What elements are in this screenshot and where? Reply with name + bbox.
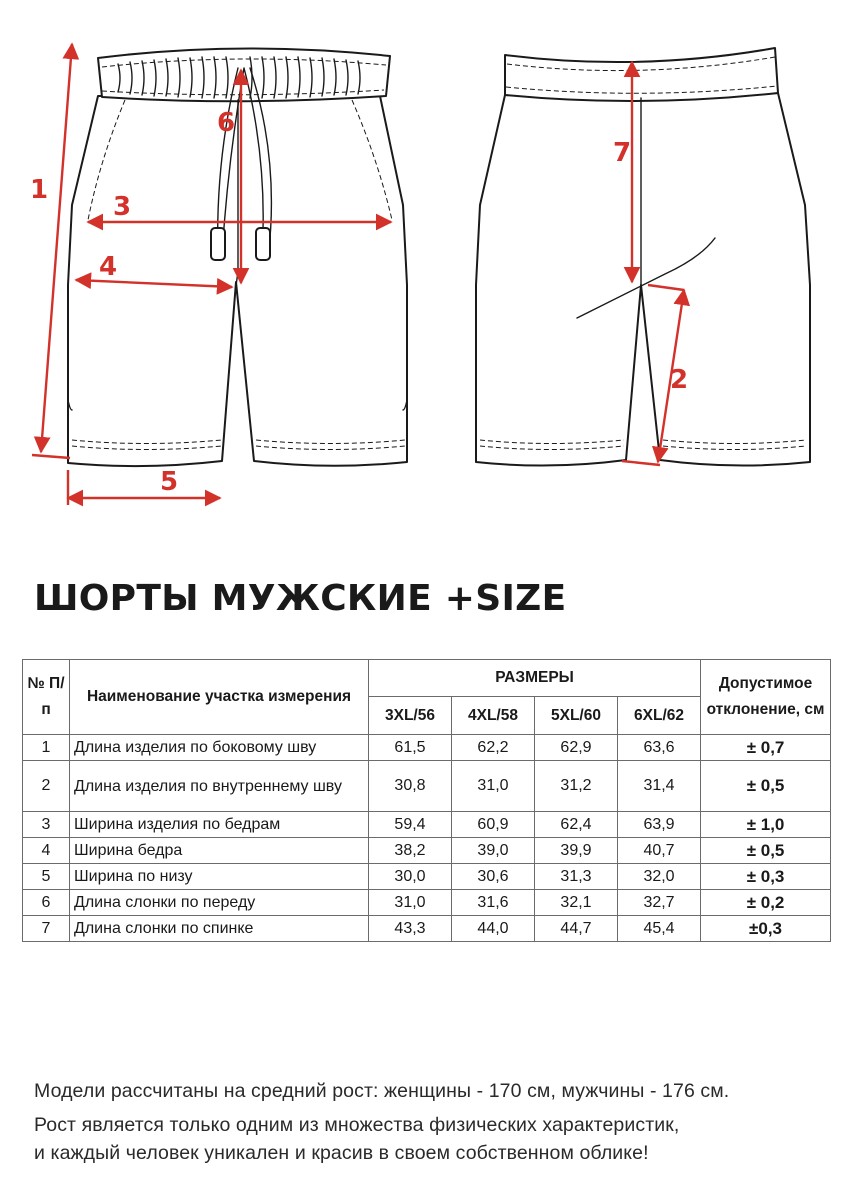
row-tolerance: ± 0,2 (701, 890, 831, 916)
row-value: 62,4 (535, 812, 618, 838)
row-name: Ширина бедра (70, 838, 369, 864)
shorts-measurement-diagram (0, 0, 841, 530)
row-value: 31,4 (618, 761, 701, 812)
dimension-label-2: 2 (670, 365, 689, 395)
header-tolerance: Допустимое отклонение, см (701, 660, 831, 735)
row-name: Ширина по низу (70, 864, 369, 890)
row-value: 43,3 (369, 916, 452, 942)
note-line: и каждый человек уникален и красив в своем собственном облике! (34, 1142, 649, 1164)
row-value: 32,7 (618, 890, 701, 916)
header-size: 6XL/62 (618, 697, 701, 735)
row-tolerance: ± 1,0 (701, 812, 831, 838)
row-number: 5 (23, 864, 70, 890)
table-row (23, 864, 831, 890)
row-value: 62,9 (535, 735, 618, 761)
back-waistband (505, 48, 778, 101)
dimension-label-7: 7 (613, 138, 632, 168)
row-name: Длина изделия по боковому шву (70, 735, 369, 761)
diagram-svg (0, 0, 841, 530)
row-value: 45,4 (618, 916, 701, 942)
header-number: № П/п (23, 660, 70, 735)
table-row (23, 890, 831, 916)
row-value: 32,1 (535, 890, 618, 916)
dimension-label-6: 6 (217, 108, 236, 138)
dimension-label-1: 1 (30, 175, 49, 205)
row-name: Длина слонки по спинке (70, 916, 369, 942)
row-value: 44,0 (452, 916, 535, 942)
row-value: 63,6 (618, 735, 701, 761)
table-row (23, 838, 831, 864)
row-value: 32,0 (618, 864, 701, 890)
note-line: Рост является только одним из множества физических характеристик, (34, 1114, 680, 1136)
table-row (23, 735, 831, 761)
table-header-row (23, 660, 831, 697)
page-title: ШОРТЫ МУЖСКИЕ +SIZE (34, 578, 567, 619)
row-value: 31,0 (369, 890, 452, 916)
back-body-outline (476, 93, 810, 466)
size-table (22, 659, 831, 942)
row-tolerance: ±0,3 (701, 916, 831, 942)
row-value: 31,2 (535, 761, 618, 812)
row-value: 61,5 (369, 735, 452, 761)
row-value: 62,2 (452, 735, 535, 761)
note-average-height: Модели рассчитаны на средний рост: женщины - 170 см, мужчины - 176 см. (34, 1080, 730, 1102)
row-value: 60,9 (452, 812, 535, 838)
row-value: 30,6 (452, 864, 535, 890)
dimension-label-4: 4 (99, 252, 118, 282)
dimension-label-5: 5 (160, 467, 179, 497)
header-measurement-name: Наименование участка измерения (70, 660, 369, 735)
row-number: 4 (23, 838, 70, 864)
row-value: 40,7 (618, 838, 701, 864)
row-tolerance: ± 0,7 (701, 735, 831, 761)
row-number: 2 (23, 761, 70, 812)
row-name: Длина слонки по переду (70, 890, 369, 916)
row-value: 38,2 (369, 838, 452, 864)
row-value: 59,4 (369, 812, 452, 838)
header-sizes: РАЗМЕРЫ (369, 660, 701, 697)
row-tolerance: ± 0,3 (701, 864, 831, 890)
table-row (23, 916, 831, 942)
row-value: 30,8 (369, 761, 452, 812)
row-tolerance: ± 0,5 (701, 838, 831, 864)
row-name: Ширина изделия по бедрам (70, 812, 369, 838)
dimension-label-3: 3 (113, 192, 132, 222)
row-number: 1 (23, 735, 70, 761)
drawstring-tip-right (256, 228, 270, 260)
row-value: 31,6 (452, 890, 535, 916)
drawstring-tip-left (211, 228, 225, 260)
row-value: 39,0 (452, 838, 535, 864)
header-size: 3XL/56 (369, 697, 452, 735)
row-value: 30,0 (369, 864, 452, 890)
row-number: 7 (23, 916, 70, 942)
row-value: 31,3 (535, 864, 618, 890)
row-tolerance: ± 0,5 (701, 761, 831, 812)
row-number: 3 (23, 812, 70, 838)
front-shorts-drawing (68, 48, 407, 466)
back-shorts-drawing (476, 48, 810, 466)
header-size: 5XL/60 (535, 697, 618, 735)
row-value: 39,9 (535, 838, 618, 864)
header-size: 4XL/58 (452, 697, 535, 735)
row-number: 6 (23, 890, 70, 916)
row-name: Длина изделия по внутреннему шву (70, 761, 369, 812)
row-value: 63,9 (618, 812, 701, 838)
table-row (23, 761, 831, 812)
row-value: 44,7 (535, 916, 618, 942)
row-value: 31,0 (452, 761, 535, 812)
table-row (23, 812, 831, 838)
